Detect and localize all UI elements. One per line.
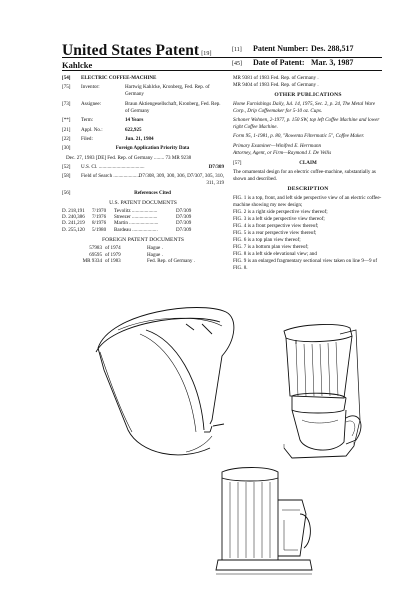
other-pub: Schoner Wohnen, 2-1977, p. 150 SW, top left Coffee Machine and lower right Coffee Machine. <box>233 117 380 130</box>
doc-number: MR 9334 <box>82 257 102 264</box>
field-value: D7/308, 309, 300, 306, D7/307, 305, 310, 311, 319 <box>138 173 224 187</box>
doc-place: Hague . <box>147 251 163 258</box>
doc-class: D7/309 <box>176 213 192 220</box>
claim-text: The ornamental design for an electric coffee-machine, substantially as shown and described. <box>233 169 376 183</box>
field-tag: [**] <box>62 117 71 124</box>
top-ref: MR 9381 of 1983 Fed. Rep. of Germany . <box>233 75 319 81</box>
doc-name: Martin ....................... <box>114 220 159 227</box>
doc-class: D7/309 <box>176 220 192 227</box>
inventor-name: Kahlcke <box>62 60 93 70</box>
field-label: Assignee: <box>81 100 102 107</box>
field-tag: [30] <box>62 145 71 152</box>
fig-section-drawing <box>96 308 234 455</box>
description-line: FIG. 3 is a left side perspective view thereof; <box>233 216 325 223</box>
field-value: Jun. 21, 1984 <box>125 135 154 142</box>
other-pub: Form 95, 1-1981, p. 80, "Rowenta Filtermatic 5", Coffee Maker. <box>233 133 365 139</box>
doc-number: 57983 <box>89 245 102 252</box>
field-tag: [73] <box>62 100 71 107</box>
field-tag: [75] <box>62 84 71 91</box>
examiner: Primary Examiner—Winifred E. Herrmann <box>233 143 322 149</box>
field-label: Field of Search ..................... <box>81 173 141 180</box>
description-line: FIG. 2 is a right side perspective view thereof; <box>233 209 328 216</box>
doc-date: 7/1976 <box>92 213 107 220</box>
doc-place: Fed. Rep. of Germany . <box>147 257 195 264</box>
field-value: 622,925 <box>125 126 142 133</box>
field-value: Braun Aktiengesellschaft, Kronberg, Fed. Rep. of Germany <box>125 100 221 114</box>
doc-name: Streezer .................... <box>114 213 158 220</box>
field-value: 14 Years <box>125 117 144 124</box>
field-tag: [56] <box>62 190 71 197</box>
other-pub: Home Furnishings Daily, Jul. 14, 1975, Sec. 2, p. 24, The Metal Ware Corp., Drip Coffeemaker for 5-10 oz. Cups. <box>233 101 375 114</box>
field-label: U.S. Cl. .................................... <box>81 163 145 170</box>
field-value: D7/309 <box>208 163 224 170</box>
title-text: United States Patent <box>62 42 200 59</box>
field-value: Hartwig Kahlcke, Kronberg, Fed. Rep. of Germany <box>125 84 210 98</box>
doc-date: of 1979 <box>105 251 121 258</box>
field-label: Term: <box>81 117 94 124</box>
description-line: FIG. 7 is a bottom plan view thereof; <box>233 244 309 251</box>
us-docs-heading: U.S. PATENT DOCUMENTS <box>109 199 177 206</box>
doc-date: of 1974 <box>105 245 121 252</box>
date-label: Date of Patent: <box>253 58 305 67</box>
date-value: Mar. 3, 1987 <box>311 58 354 67</box>
fig-perspective-machine <box>284 324 361 458</box>
doc-number: 69595 <box>89 251 102 258</box>
description-line: FIG. 8 is a left side elevational view; and <box>233 251 317 258</box>
doc-date: 5/1980 <box>92 226 107 233</box>
doc-place: Hague . <box>147 245 163 252</box>
fig-side-machine <box>216 468 312 575</box>
patent-number-value: Des. 288,517 <box>311 44 354 53</box>
field-tag: [22] <box>62 135 71 142</box>
other-pubs-heading: OTHER PUBLICATIONS <box>274 92 342 98</box>
doc-date: 7/1970 <box>92 207 107 214</box>
patent-number-label: Patent Number: <box>253 44 309 53</box>
field-label: Filed: <box>81 135 93 142</box>
description-line: FIG. 4 is a front perspective view thereof; <box>233 223 319 230</box>
field-label: Appl. No.: <box>81 126 103 133</box>
patent-number-tag: [11] <box>232 47 242 53</box>
doc-number: D. 241,219 <box>62 220 85 227</box>
field-tag: [21] <box>62 126 71 133</box>
field-tag: [58] <box>62 173 71 180</box>
field-tag: [54] <box>62 75 71 81</box>
top-ref: MR 9404 of 1983 Fed. Rep. of Germany . <box>233 82 319 88</box>
doc-number: D. 218,191 <box>62 207 85 214</box>
doc-number: D. 255,120 <box>62 226 85 233</box>
description-line: FIG. 9 is an enlarged fragmentary sectional view taken on line 9—9 of FIG. 8. <box>233 258 378 272</box>
claim-heading: CLAIM <box>299 160 317 166</box>
title-tag: [19] <box>201 51 212 57</box>
priority-row: Dec. 27, 1983 [DE] Fed. Rep. of Germany ........ 73 MR 9238 <box>66 154 192 161</box>
field-tag: [52] <box>62 163 71 170</box>
refs-heading: References Cited <box>134 190 171 197</box>
foreign-docs-heading: FOREIGN PATENT DOCUMENTS <box>101 237 185 244</box>
doc-date: of 1983 <box>105 257 121 264</box>
description-line: FIG. 5 is a rear perspective view thereof; <box>233 230 317 237</box>
description-line: FIG. 1 is a top, front, and left side perspective view of an electric coffee-machine showing my new design; <box>233 195 382 209</box>
field-label: Inventor: <box>81 84 100 91</box>
priority-heading: Foreign Application Priority Data <box>115 145 190 152</box>
doc-date: 8/1976 <box>92 220 107 227</box>
description-line: FIG. 6 is a top plan view thereof; <box>233 237 301 244</box>
description-heading: DESCRIPTION <box>287 186 329 193</box>
claim-tag: [57] <box>233 160 242 166</box>
doc-class: D7/309 <box>176 207 192 214</box>
date-tag: [45] <box>232 61 242 67</box>
doc-class: D7/309 <box>176 226 192 233</box>
attorney: Attorney, Agent, or Firm—Raymond J. De Vellis <box>233 150 332 156</box>
field-value: ELECTRIC COFFEE-MACHINE <box>81 75 157 81</box>
doc-name: Bardeau .................... <box>114 226 158 233</box>
doc-number: D. 240,386 <box>62 213 85 220</box>
doc-name: Tevolitz .................... <box>114 207 158 214</box>
